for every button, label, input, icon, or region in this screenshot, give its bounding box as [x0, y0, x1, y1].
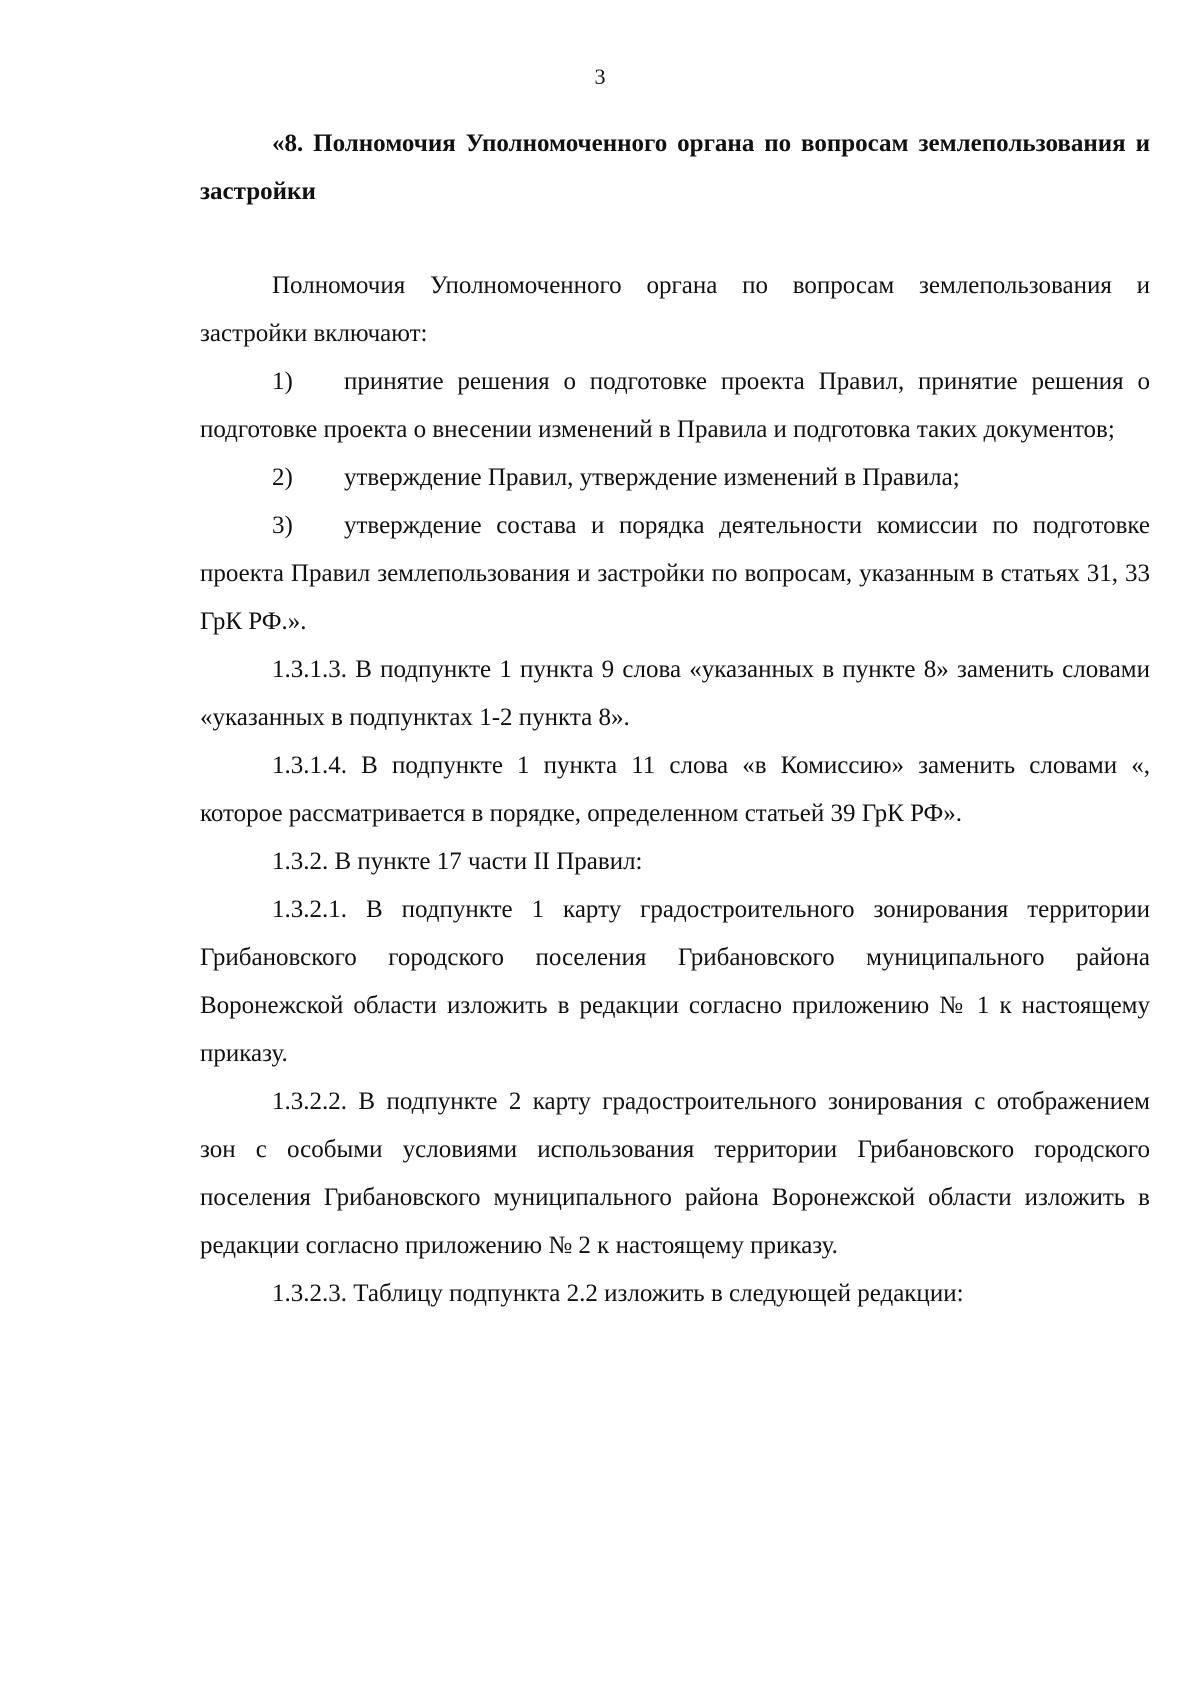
paragraph-1-3-2-2: 1.3.2.2. В подпункте 2 карту градостроительного зонирования с отображением зон с особыми условиями использования территории Грибановского городского поселения Грибановского муниципального района Воронежской области изложить в редакции согласно приложению № 2 к настоящему приказу.	[200, 1088, 1150, 1259]
list-item-number: 1)	[272, 368, 293, 395]
list-item-number: 3)	[272, 512, 293, 539]
paragraph-1-3-2: 1.3.2. В пункте 17 части II Правил:	[272, 848, 643, 875]
section-heading: «8. Полномочия Уполномоченного органа по вопросам землепользования и застройки	[200, 130, 1150, 205]
list-item-number: 2)	[272, 464, 293, 491]
paragraph-1-3-2-1: 1.3.2.1. В подпункте 1 карту градостроительного зонирования территории Грибановского городского поселения Грибановского муниципального района Воронежской области изложить в редакции согласно приложению № 1 к настоящему приказу.	[200, 896, 1150, 1067]
list-item-text: утверждение Правил, утверждение изменений в Правила;	[344, 464, 960, 491]
list-item-text: утверждение состава и порядка деятельности комиссии по подготовке проекта Правил землепользования и застройки по вопросам, указанным в статьях 31, 33 ГрК РФ.».	[200, 512, 1150, 635]
paragraph-1-3-2-3: 1.3.2.3. Таблицу подпункта 2.2 изложить в следующей редакции:	[272, 1280, 964, 1307]
list-item-1	[200, 358, 1150, 454]
list-item-text: принятие решения о подготовке проекта Правил, принятие решения о подготовке проекта о внесении изменений в Правила и подготовка таких документов;	[200, 368, 1150, 443]
page-number: 3	[594, 64, 606, 89]
intro-paragraph: Полномочия Уполномоченного органа по вопросам землепользования и застройки включают:	[200, 272, 1150, 347]
paragraph-1-3-1-4: 1.3.1.4. В подпункте 1 пункта 11 слова «в Комиссию» заменить словами «, которое рассматривается в порядке, определенном статьей 39 ГрК РФ».	[200, 752, 1150, 827]
document-body	[200, 120, 1150, 1318]
list-item-3	[200, 502, 1150, 646]
paragraph-1-3-1-3: 1.3.1.3. В подпункте 1 пункта 9 слова «указанных в пункте 8» заменить словами «указанных в подпунктах 1-2 пункта 8».	[200, 656, 1150, 731]
list-item-2	[200, 454, 1150, 502]
